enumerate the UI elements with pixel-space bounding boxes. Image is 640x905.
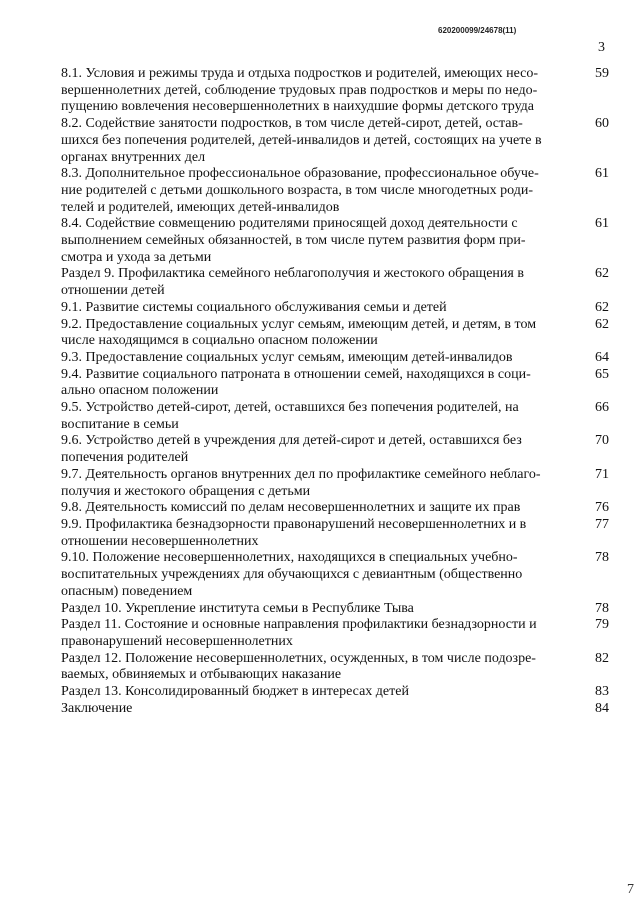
toc-entry-line: 9.1. Развитие системы социального обслуживания семьи и детей: [61, 299, 447, 315]
toc-entry: [61, 367, 609, 400]
toc-entry-line: ально опасном положении: [61, 383, 219, 399]
toc-entry-line: Заключение: [61, 700, 133, 716]
toc-entry: [61, 266, 609, 299]
toc-entry-title: [61, 651, 587, 684]
toc-entry-title: [61, 500, 587, 517]
toc-entry-line: ваемых, обвиняемых и отбывающих наказание: [61, 667, 342, 683]
toc-entry: [61, 166, 609, 216]
toc-entry: [61, 300, 609, 317]
toc-entry-title: [61, 617, 587, 650]
toc-entry-page: 78: [595, 600, 609, 616]
toc-entry-line: 9.4. Развитие социального патроната в отношении семей, находящихся в соци-: [61, 366, 531, 382]
toc-entry-line: 9.5. Устройство детей-сирот, детей, оставшихся без попечения родителей, на: [61, 400, 519, 416]
toc-entry-line: Раздел 12. Положение несовершеннолетних, осужденных, в том числе подозре-: [61, 650, 536, 666]
toc-entry-line: Раздел 9. Профилактика семейного неблагополучия и жестокого обращения в: [61, 266, 524, 282]
toc-entry-line: шихся без попечения родителей, детей-инвалидов и детей, состоящих на учете в: [61, 132, 542, 148]
toc-entry-title: [61, 166, 587, 216]
toc-entry: [61, 116, 609, 166]
toc-entry-line: числе находящимся в социально опасном положении: [61, 333, 378, 349]
toc-entry-line: выполнением семейных обязанностей, в том числе путем развития форм при-: [61, 233, 526, 249]
toc-entry-title: [61, 701, 587, 718]
toc-entry-page: 66: [595, 400, 609, 416]
toc-entry-page: 65: [595, 366, 609, 382]
toc-entry-line: 8.1. Условия и режимы труда и отдыха подростков и родителей, имеющих несо-: [61, 66, 539, 81]
toc-entry-page: 78: [595, 550, 609, 566]
toc-entry: [61, 400, 609, 433]
toc-entry-title: [61, 266, 587, 299]
toc-entry-page: 83: [595, 684, 609, 700]
toc-entry-line: воспитательных учреждениях для обучающихся с девиантным (общественно: [61, 567, 523, 583]
toc-entry: [61, 601, 609, 618]
toc-entry-line: 9.3. Предоставление социальных услуг семьям, имеющим детей-инвалидов: [61, 349, 513, 365]
toc-entry-page: 84: [595, 700, 609, 716]
toc-entry: [61, 550, 609, 600]
toc-entry-title: [61, 433, 587, 466]
toc-entry: [61, 651, 609, 684]
toc-entry: [61, 517, 609, 550]
document-id: 620200099/24678(11): [438, 26, 517, 35]
table-of-contents: [61, 66, 609, 717]
toc-entry-line: 9.9. Профилактика безнадзорности правонарушений несовершеннолетних и в: [61, 516, 527, 532]
toc-entry-title: [61, 216, 587, 266]
toc-entry-line: вершеннолетних детей, соблюдение трудовых прав подростков и меры по недо-: [61, 82, 538, 98]
toc-entry-line: 9.10. Положение несовершеннолетних, находящихся в специальных учебно-: [61, 550, 518, 566]
toc-entry: [61, 701, 609, 718]
toc-entry-title: [61, 350, 587, 367]
toc-entry-page: 76: [595, 500, 609, 516]
toc-entry-line: органах внутренних дел: [61, 149, 206, 165]
toc-entry-line: 8.3. Дополнительное профессиональное образование, профессиональное обуче-: [61, 166, 539, 182]
toc-entry-title: [61, 601, 587, 618]
toc-entry-line: ние родителей с детьми дошкольного возраста, в том числе многодетных роди-: [61, 182, 534, 198]
toc-entry: [61, 684, 609, 701]
toc-entry-line: 9.6. Устройство детей в учреждения для детей-сирот и детей, оставшихся без: [61, 433, 522, 449]
toc-entry: [61, 500, 609, 517]
toc-entry-title: [61, 317, 587, 350]
toc-entry-line: Раздел 11. Состояние и основные направления профилактики безнадзорности и: [61, 617, 537, 633]
toc-entry-page: 70: [595, 433, 609, 449]
toc-entry-line: получия и жестокого обращения с детьми: [61, 483, 311, 499]
toc-entry-page: 61: [595, 166, 609, 182]
toc-entry: [61, 350, 609, 367]
toc-entry-page: 59: [595, 66, 609, 81]
toc-entry-page: 71: [595, 466, 609, 482]
toc-entry-page: 62: [595, 316, 609, 332]
toc-entry-line: смотра и ухода за детьми: [61, 249, 212, 265]
toc-entry-page: 60: [595, 116, 609, 132]
toc-entry-title: [61, 116, 587, 166]
toc-entry-page: 82: [595, 650, 609, 666]
toc-entry-line: воспитание в семьи: [61, 416, 179, 432]
toc-entry-line: пущению вовлечения несовершеннолетних в наихудшие формы детского труда: [61, 99, 535, 115]
toc-entry-page: 62: [595, 299, 609, 315]
toc-entry-line: 9.2. Предоставление социальных услуг семьям, имеющим детей, и детям, в том: [61, 316, 537, 332]
page-number: 3: [598, 40, 605, 55]
toc-entry: [61, 66, 609, 116]
toc-entry-line: 8.4. Содействие совмещению родителями приносящей доход деятельности с: [61, 216, 518, 232]
toc-entry-title: [61, 300, 587, 317]
toc-entry-line: телей и родителей, имеющих детей-инвалидов: [61, 199, 340, 215]
toc-entry-page: 77: [595, 516, 609, 532]
toc-entry-line: отношении несовершеннолетних: [61, 533, 259, 549]
toc-entry-line: попечения родителей: [61, 450, 189, 466]
toc-entry-line: опасным) поведением: [61, 583, 193, 599]
toc-entry: [61, 617, 609, 650]
toc-entry-title: [61, 400, 587, 433]
toc-entry-page: 62: [595, 266, 609, 282]
toc-entry-title: [61, 684, 587, 701]
corner-mark: 7: [627, 882, 634, 897]
toc-entry-title: [61, 517, 587, 550]
toc-entry-title: [61, 467, 587, 500]
toc-entry-line: отношении детей: [61, 283, 165, 299]
toc-entry-title: [61, 550, 587, 600]
toc-entry-line: Раздел 13. Консолидированный бюджет в интересах детей: [61, 684, 409, 700]
toc-entry-line: 9.7. Деятельность органов внутренних дел по профилактике семейного неблаго-: [61, 466, 541, 482]
toc-entry-line: 8.2. Содействие занятости подростков, в том числе детей-сирот, детей, остав-: [61, 116, 523, 132]
toc-entry: [61, 467, 609, 500]
toc-entry-title: [61, 66, 587, 116]
toc-entry: [61, 216, 609, 266]
toc-entry-line: Раздел 10. Укрепление института семьи в Республике Тыва: [61, 600, 414, 616]
toc-entry-page: 79: [595, 617, 609, 633]
toc-entry: [61, 433, 609, 466]
toc-entry-line: 9.8. Деятельность комиссий по делам несовершеннолетних и защите их прав: [61, 500, 521, 516]
toc-entry: [61, 317, 609, 350]
toc-entry-title: [61, 367, 587, 400]
toc-entry-page: 61: [595, 216, 609, 232]
toc-entry-line: правонарушений несовершеннолетних: [61, 633, 293, 649]
toc-entry-page: 64: [595, 349, 609, 365]
